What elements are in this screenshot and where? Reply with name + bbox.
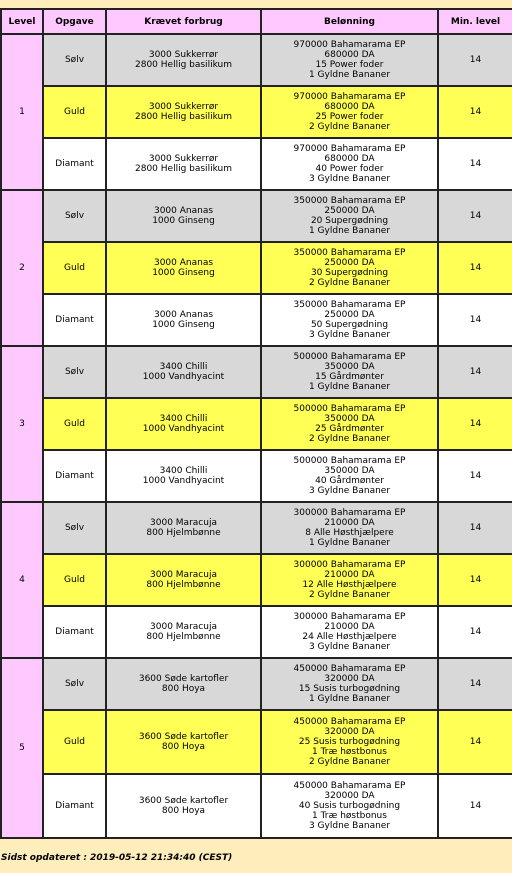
required-item: 1000 Ginseng (152, 216, 215, 226)
reward-item: 25 Power foder (315, 112, 384, 122)
reward-item: 680000 DA (324, 154, 375, 164)
reward-item: 500000 Bahamarama EP (293, 404, 406, 414)
required-item: 3000 Sukkerrør (148, 154, 219, 164)
required-cell (106, 450, 261, 502)
task-cell: Diamant (43, 450, 106, 502)
required-item: 800 Hjelmbønne (146, 580, 221, 590)
reward-item: 970000 Bahamarama EP (293, 40, 406, 50)
table-row (1, 710, 512, 774)
level-cell: 4 (1, 502, 43, 658)
required-item: 3400 Chilli (159, 466, 208, 476)
reward-item: 1 Gyldne Bananer (308, 538, 391, 548)
header-reward: Belønning (261, 9, 438, 34)
min-level-cell: 14 (438, 774, 512, 838)
reward-item: 2 Gyldne Bananer (308, 434, 391, 444)
reward-item: 500000 Bahamarama EP (293, 352, 406, 362)
reward-item: 50 Supergødning (310, 320, 389, 330)
reward-cell (261, 710, 438, 774)
required-item: 3600 Søde kartofler (138, 674, 229, 684)
reward-item: 450000 Bahamarama EP (293, 781, 406, 791)
required-cell (106, 774, 261, 838)
min-level-cell: 14 (438, 658, 512, 710)
header-min-level: Min. level (438, 9, 512, 34)
table-row (1, 190, 512, 242)
header-row (1, 9, 512, 34)
required-cell (106, 502, 261, 554)
reward-item: 300000 Bahamarama EP (293, 508, 406, 518)
min-level-cell: 14 (438, 606, 512, 658)
reward-item: 250000 DA (324, 310, 375, 320)
reward-item: 40 Power foder (315, 164, 384, 174)
reward-item: 680000 DA (324, 50, 375, 60)
required-cell (106, 606, 261, 658)
reward-item: 2 Gyldne Bananer (308, 590, 391, 600)
min-level-cell: 14 (438, 190, 512, 242)
reward-item: 350000 DA (324, 466, 375, 476)
required-item: 800 Hjelmbønne (146, 632, 221, 642)
task-cell: Diamant (43, 606, 106, 658)
required-item: 2800 Hellig basilikum (135, 112, 232, 122)
reward-item: 350000 DA (324, 362, 375, 372)
header-level: Level (1, 9, 43, 34)
task-cell: Sølv (43, 346, 106, 398)
table-row (1, 346, 512, 398)
header-task: Opgave (43, 9, 106, 34)
reward-item: 3 Gyldne Bananer (308, 821, 391, 831)
reward-item: 680000 DA (324, 102, 375, 112)
reward-item: 450000 Bahamarama EP (293, 664, 406, 674)
required-item: 1000 Vandhyacint (142, 372, 225, 382)
min-level-cell: 14 (438, 138, 512, 190)
task-cell: Sølv (43, 190, 106, 242)
min-level-cell: 14 (438, 34, 512, 86)
reward-item: 25 Susis turbogødning (298, 737, 401, 747)
required-item: 3400 Chilli (159, 414, 208, 424)
required-cell (106, 554, 261, 606)
reward-cell (261, 774, 438, 838)
required-item: 1000 Ginseng (152, 268, 215, 278)
reward-item: 250000 DA (324, 206, 375, 216)
min-level-cell: 14 (438, 86, 512, 138)
reward-cell (261, 606, 438, 658)
reward-item: 2 Gyldne Bananer (308, 278, 391, 288)
task-cell: Guld (43, 398, 106, 450)
reward-item: 1 Træ høstbonus (312, 747, 387, 757)
task-cell: Sølv (43, 34, 106, 86)
required-cell (106, 86, 261, 138)
reward-item: 350000 Bahamarama EP (293, 248, 406, 258)
required-item: 3000 Ananas (153, 258, 214, 268)
task-cell: Guld (43, 242, 106, 294)
level-cell: 1 (1, 34, 43, 190)
required-cell (106, 398, 261, 450)
reward-cell (261, 346, 438, 398)
reward-cell (261, 86, 438, 138)
task-cell: Sølv (43, 658, 106, 710)
reward-item: 300000 Bahamarama EP (293, 560, 406, 570)
task-cell: Guld (43, 710, 106, 774)
reward-cell (261, 242, 438, 294)
reward-item: 15 Susis turbogødning (298, 684, 401, 694)
required-item: 3000 Sukkerrør (148, 50, 219, 60)
required-item: 1000 Vandhyacint (142, 476, 225, 486)
reward-item: 2 Gyldne Bananer (308, 757, 391, 767)
reward-item: 1 Gyldne Bananer (308, 70, 391, 80)
min-level-cell: 14 (438, 450, 512, 502)
min-level-cell: 14 (438, 398, 512, 450)
reward-item: 15 Power foder (315, 60, 384, 70)
required-cell (106, 346, 261, 398)
reward-item: 1 Gyldne Bananer (308, 226, 391, 236)
required-item: 3000 Ananas (153, 206, 214, 216)
reward-item: 1 Gyldne Bananer (308, 382, 391, 392)
reward-item: 320000 DA (324, 727, 375, 737)
required-item: 800 Hjelmbønne (146, 528, 221, 538)
required-item: 3000 Sukkerrør (148, 102, 219, 112)
header-required: Krævet forbrug (106, 9, 261, 34)
reward-item: 40 Susis turbogødning (298, 801, 401, 811)
reward-item: 210000 DA (324, 570, 375, 580)
required-item: 800 Hoya (161, 684, 206, 694)
min-level-cell: 14 (438, 502, 512, 554)
required-cell (106, 138, 261, 190)
reward-cell (261, 294, 438, 346)
reward-item: 3 Gyldne Bananer (308, 330, 391, 340)
reward-item: 8 Alle Høsthjælpere (305, 528, 394, 538)
required-item: 3600 Søde kartofler (138, 796, 229, 806)
task-cell: Sølv (43, 502, 106, 554)
reward-item: 12 Alle Høsthjælpere (302, 580, 397, 590)
reward-cell (261, 398, 438, 450)
reward-item: 210000 DA (324, 518, 375, 528)
last-updated-text: Sidst opdateret : 2019-05-12 21:34:40 (CEST) (1, 853, 233, 863)
reward-item: 3 Gyldne Bananer (308, 174, 391, 184)
reward-item: 250000 DA (324, 258, 375, 268)
reward-item: 300000 Bahamarama EP (293, 612, 406, 622)
reward-cell (261, 502, 438, 554)
min-level-cell: 14 (438, 346, 512, 398)
required-cell (106, 710, 261, 774)
reward-item: 25 Gårdmønter (315, 424, 384, 434)
table-row (1, 450, 512, 502)
reward-item: 970000 Bahamarama EP (293, 92, 406, 102)
table-row (1, 502, 512, 554)
level-cell: 2 (1, 190, 43, 346)
level-cell: 5 (1, 658, 43, 838)
reward-item: 30 Supergødning (310, 268, 389, 278)
table-row (1, 242, 512, 294)
min-level-cell: 14 (438, 554, 512, 606)
reward-item: 210000 DA (324, 622, 375, 632)
table-row (1, 606, 512, 658)
reward-item: 2 Gyldne Bananer (308, 122, 391, 132)
task-cell: Diamant (43, 138, 106, 190)
reward-cell (261, 450, 438, 502)
reward-cell (261, 34, 438, 86)
table-row (1, 398, 512, 450)
table-row (1, 138, 512, 190)
required-item: 3000 Maracuja (150, 622, 217, 632)
reward-item: 350000 DA (324, 414, 375, 424)
table-body (1, 34, 512, 838)
reward-item: 40 Gårdmønter (315, 476, 384, 486)
task-cell: Diamant (43, 774, 106, 838)
quest-table (0, 8, 512, 839)
reward-item: 350000 Bahamarama EP (293, 300, 406, 310)
reward-item: 320000 DA (324, 674, 375, 684)
reward-cell (261, 554, 438, 606)
required-cell (106, 294, 261, 346)
min-level-cell: 14 (438, 294, 512, 346)
required-cell (106, 34, 261, 86)
required-item: 3000 Maracuja (150, 570, 217, 580)
reward-item: 320000 DA (324, 791, 375, 801)
required-item: 2800 Hellig basilikum (135, 60, 232, 70)
reward-item: 20 Supergødning (310, 216, 389, 226)
required-item: 3000 Ananas (153, 310, 214, 320)
task-cell: Guld (43, 554, 106, 606)
table-row (1, 554, 512, 606)
table-row (1, 34, 512, 86)
reward-item: 1 Gyldne Bananer (308, 694, 391, 704)
reward-item: 3 Gyldne Bananer (308, 642, 391, 652)
required-item: 1000 Ginseng (152, 320, 215, 330)
table-row (1, 294, 512, 346)
table-row (1, 658, 512, 710)
required-item: 800 Hoya (161, 742, 206, 752)
reward-item: 450000 Bahamarama EP (293, 717, 406, 727)
reward-item: 350000 Bahamarama EP (293, 196, 406, 206)
reward-item: 3 Gyldne Bananer (308, 486, 391, 496)
required-item: 2800 Hellig basilikum (135, 164, 232, 174)
reward-item: 500000 Bahamarama EP (293, 456, 406, 466)
required-item: 1000 Vandhyacint (142, 424, 225, 434)
reward-item: 1 Træ høstbonus (312, 811, 387, 821)
table-row (1, 774, 512, 838)
reward-cell (261, 138, 438, 190)
required-cell (106, 242, 261, 294)
required-item: 3600 Søde kartofler (138, 732, 229, 742)
min-level-cell: 14 (438, 710, 512, 774)
reward-item: 970000 Bahamarama EP (293, 144, 406, 154)
table-row (1, 86, 512, 138)
required-item: 3000 Maracuja (150, 518, 217, 528)
reward-cell (261, 658, 438, 710)
task-cell: Guld (43, 86, 106, 138)
required-cell (106, 190, 261, 242)
required-item: 800 Hoya (161, 806, 206, 816)
reward-item: 15 Gårdmønter (315, 372, 384, 382)
required-cell (106, 658, 261, 710)
required-item: 3400 Chilli (159, 362, 208, 372)
reward-item: 24 Alle Høsthjælpere (302, 632, 397, 642)
task-cell: Diamant (43, 294, 106, 346)
level-cell: 3 (1, 346, 43, 502)
reward-cell (261, 190, 438, 242)
min-level-cell: 14 (438, 242, 512, 294)
